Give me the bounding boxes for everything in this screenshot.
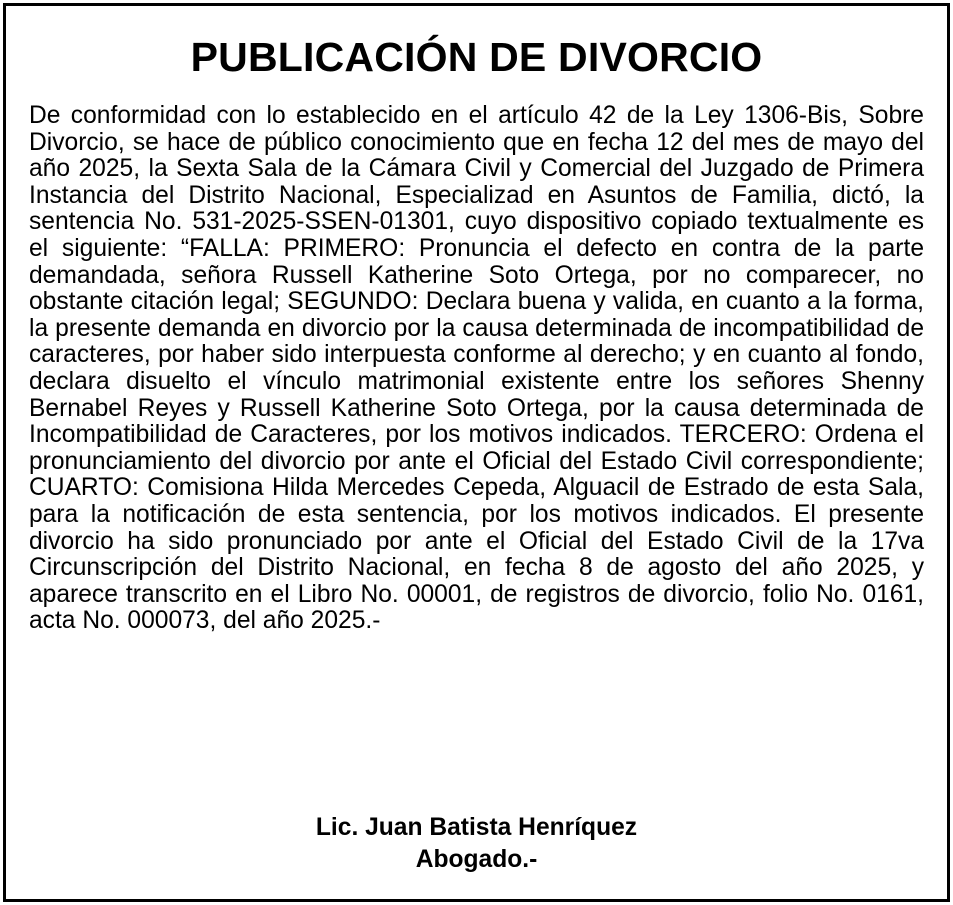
signature-role: Abogado.-: [415, 846, 538, 873]
signature-name: Lic. Juan Batista Henríquez: [315, 814, 638, 841]
notice-body: De conformidad con lo establecido en el artículo 42 de la Ley 1306-Bis, Sobre Divorcio, se hace de público conocimiento que en fecha 12 del mes de mayo del año 2025, la Sexta Sala de la Cámara Civil y Comercial del Juzgado de Primera Instancia del Distrito Nacional, Especializad en Asuntos de Familia, dictó, la sentencia No. 531-2025-SSEN-01301, cuyo dispositivo copiado textualmente es el siguiente: “FALLA: PRIMERO: Pronuncia el defecto en contra de la parte demandada, señora Russell Katherine Soto Ortega, por no comparecer, no obstante citación legal; SEGUNDO: Declara buena y valida, en cuanto a la forma, la presente demanda en divorcio por la causa determinada de incompatibilidad de caracteres, por haber sido interpuesta conforme al derecho; y en cuanto al fondo, declara disuelto el vínculo matrimonial existente entre los señores Shenny Bernabel Reyes y Russell Katherine Soto Ortega, por la causa determinada de Incompatibilidad de Caracteres, por los motivos indicados. TERCERO: Ordena el pronunciamiento del divorcio por ante el Oficial del Estado Civil correspondiente; CUARTO: Comisiona Hilda Mercedes Cepeda, Alguacil de Estrado de esta Sala, para la notificación de esta sentencia, por los motivos indicados. El presente divorcio ha sido pronunciado por ante el Oficial del Estado Civil de la 17va Circunscripción del Distrito Nacional, en fecha 8 de agosto del año 2025, y aparece transcrito en el Libro No. 00001, de registros de divorcio, folio No. 0161, acta No. 000073, del año 2025.-: [29, 102, 924, 635]
signature-block: [6, 812, 947, 876]
notice-title: PUBLICACIÓN DE DIVORCIO: [190, 34, 763, 80]
legal-notice: [3, 3, 950, 902]
